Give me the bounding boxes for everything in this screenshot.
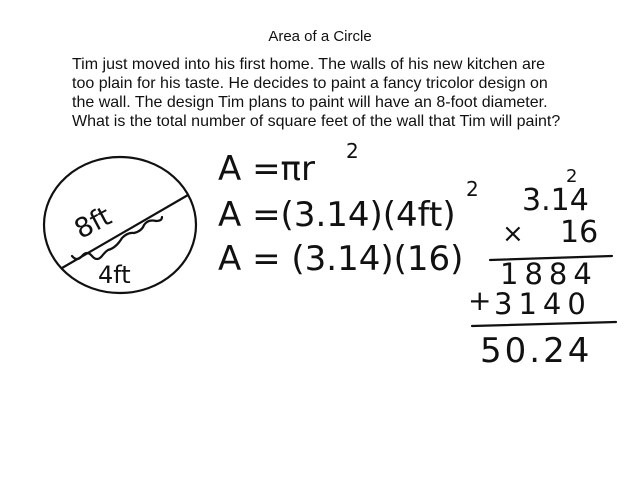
page-title: Area of a Circle (268, 28, 372, 45)
multiplication-work (468, 166, 616, 371)
carry-digit: 2 (566, 166, 578, 187)
work-line-3: A = (3.14)(16) (218, 239, 464, 279)
product-result: 50.24 (480, 331, 593, 371)
multiplier: 16 (560, 215, 599, 250)
work-line-1-exponent: 2 (346, 139, 359, 163)
problem-line-2: too plain for his taste. He decides to paint a fancy tricolor design on (72, 75, 548, 92)
problem-line-3: the wall. The design Tim plans to paint will have an 8-foot diameter. (72, 94, 548, 111)
sum-line (472, 322, 616, 326)
plus-sign: + (468, 284, 492, 317)
times-sign: × (502, 219, 524, 249)
partial-product-1: 1884 (500, 257, 598, 291)
work-line-2-exponent: 2 (466, 177, 479, 201)
diameter-label: 8ft (69, 200, 117, 246)
problem-line-4: What is the total number of square feet of the wall that Tim will paint? (72, 113, 561, 130)
multiplicand: 3.14 (522, 183, 589, 218)
partial-product-2: 3140 (494, 287, 592, 321)
radius-label: 4ft (98, 261, 131, 289)
work-line-1: A =πr (218, 149, 316, 189)
circle-diagram (44, 157, 196, 293)
problem-line-1: Tim just moved into his first home. The walls of his new kitchen are (72, 56, 546, 73)
work-line-2: A =(3.14)(4ft) (218, 195, 456, 235)
formula-work (218, 139, 479, 279)
